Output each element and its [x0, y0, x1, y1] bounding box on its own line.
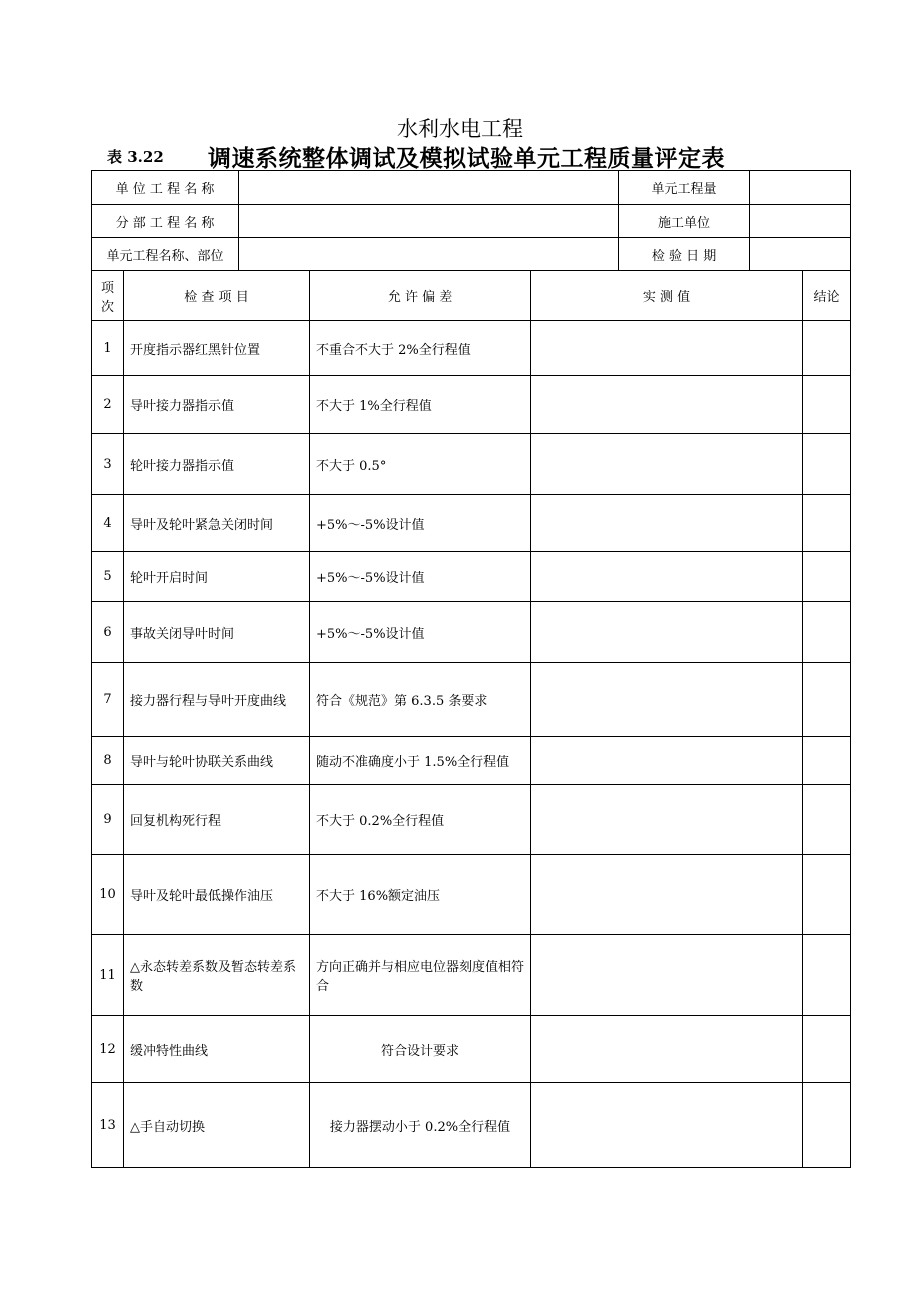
- conclusion-field[interactable]: [803, 1083, 851, 1168]
- unit-work-quantity-field[interactable]: [750, 171, 851, 205]
- table-row: [92, 737, 851, 785]
- inspection-item: 导叶及轮叶紧急关闭时间: [124, 495, 310, 552]
- row-number: 4: [92, 495, 124, 552]
- sub-project-name-field[interactable]: [239, 205, 619, 238]
- element-name-location-label: 单元工程名称、部位: [92, 238, 239, 271]
- row-number: 8: [92, 737, 124, 785]
- unit-work-quantity-label: 单元工程量: [619, 171, 750, 205]
- measured-value-field[interactable]: [531, 602, 803, 663]
- row-number: 1: [92, 321, 124, 376]
- allowed-tolerance: 接力器摆动小于 0.2%全行程值: [310, 1083, 531, 1168]
- row-number: 3: [92, 434, 124, 495]
- measured-value-field[interactable]: [531, 434, 803, 495]
- table-row: [92, 1016, 851, 1083]
- construction-unit-field[interactable]: [750, 205, 851, 238]
- inspection-item: 轮叶接力器指示值: [124, 434, 310, 495]
- table-row: [92, 495, 851, 552]
- allowed-tolerance: +5%～-5%设计值: [310, 495, 531, 552]
- column-header-conclusion: 结论: [803, 271, 851, 321]
- conclusion-field[interactable]: [803, 855, 851, 935]
- unit-project-name-label: 单 位 工 程 名 称: [92, 171, 239, 205]
- inspection-item: 导叶接力器指示值: [124, 376, 310, 434]
- conclusion-field[interactable]: [803, 663, 851, 737]
- allowed-tolerance: 不重合不大于 2%全行程值: [310, 321, 531, 376]
- table-row: [92, 376, 851, 434]
- table-row: [92, 602, 851, 663]
- table-row: [92, 785, 851, 855]
- table-number: 表 3.22: [107, 148, 164, 166]
- conclusion-field[interactable]: [803, 1016, 851, 1083]
- measured-value-field[interactable]: [531, 495, 803, 552]
- column-header-item: 检 查 项 目: [124, 271, 310, 321]
- allowed-tolerance: +5%～-5%设计值: [310, 602, 531, 663]
- info-row-2: [92, 205, 851, 238]
- conclusion-field[interactable]: [803, 495, 851, 552]
- conclusion-field[interactable]: [803, 785, 851, 855]
- inspection-item: △手自动切换: [124, 1083, 310, 1168]
- inspection-item: 导叶及轮叶最低操作油压: [124, 855, 310, 935]
- allowed-tolerance: 不大于 16%额定油压: [310, 855, 531, 935]
- row-number: 7: [92, 663, 124, 737]
- allowed-tolerance: 随动不准确度小于 1.5%全行程值: [310, 737, 531, 785]
- column-header-row: [92, 271, 851, 321]
- allowed-tolerance: 方向正确并与相应电位器刻度值相符合: [310, 935, 531, 1016]
- inspection-item: △永态转差系数及暂态转差系数: [124, 935, 310, 1016]
- table-row: [92, 434, 851, 495]
- sub-project-name-label: 分 部 工 程 名 称: [92, 205, 239, 238]
- measured-value-field[interactable]: [531, 1083, 803, 1168]
- document-supertitle: 水利水电工程: [397, 117, 523, 141]
- measured-value-field[interactable]: [531, 552, 803, 602]
- column-header-tolerance: 允 许 偏 差: [310, 271, 531, 321]
- element-name-location-field[interactable]: [239, 238, 619, 271]
- measured-value-field[interactable]: [531, 935, 803, 1016]
- inspection-item: 回复机构死行程: [124, 785, 310, 855]
- table-row: [92, 935, 851, 1016]
- inspection-items: [92, 321, 851, 1168]
- measured-value-field[interactable]: [531, 1016, 803, 1083]
- info-row-3: [92, 238, 851, 271]
- quality-evaluation-table: [91, 170, 851, 1168]
- conclusion-field[interactable]: [803, 737, 851, 785]
- allowed-tolerance: 不大于 1%全行程值: [310, 376, 531, 434]
- construction-unit-label: 施工单位: [619, 205, 750, 238]
- inspection-item: 导叶与轮叶协联关系曲线: [124, 737, 310, 785]
- row-number: 10: [92, 855, 124, 935]
- inspection-item: 缓冲特性曲线: [124, 1016, 310, 1083]
- conclusion-field[interactable]: [803, 376, 851, 434]
- measured-value-field[interactable]: [531, 855, 803, 935]
- column-header-index: 项次: [92, 271, 124, 321]
- conclusion-field[interactable]: [803, 602, 851, 663]
- table-row: [92, 855, 851, 935]
- conclusion-field[interactable]: [803, 321, 851, 376]
- table-row: [92, 663, 851, 737]
- row-number: 13: [92, 1083, 124, 1168]
- inspection-item: 轮叶开启时间: [124, 552, 310, 602]
- allowed-tolerance: 不大于 0.2%全行程值: [310, 785, 531, 855]
- row-number: 11: [92, 935, 124, 1016]
- page-title: 调速系统整体调试及模拟试验单元工程质量评定表: [208, 146, 725, 172]
- allowed-tolerance: 不大于 0.5°: [310, 434, 531, 495]
- measured-value-field[interactable]: [531, 321, 803, 376]
- measured-value-field[interactable]: [531, 663, 803, 737]
- table-row: [92, 1083, 851, 1168]
- allowed-tolerance: +5%～-5%设计值: [310, 552, 531, 602]
- measured-value-field[interactable]: [531, 376, 803, 434]
- row-number: 2: [92, 376, 124, 434]
- table-row: [92, 552, 851, 602]
- info-row-1: [92, 171, 851, 205]
- table-row: [92, 321, 851, 376]
- conclusion-field[interactable]: [803, 552, 851, 602]
- allowed-tolerance: 符合设计要求: [310, 1016, 531, 1083]
- inspection-item: 事故关闭导叶时间: [124, 602, 310, 663]
- inspection-item: 开度指示器红黑针位置: [124, 321, 310, 376]
- measured-value-field[interactable]: [531, 785, 803, 855]
- inspection-date-field[interactable]: [750, 238, 851, 271]
- row-number: 12: [92, 1016, 124, 1083]
- inspection-item: 接力器行程与导叶开度曲线: [124, 663, 310, 737]
- inspection-date-label: 检 验 日 期: [619, 238, 750, 271]
- measured-value-field[interactable]: [531, 737, 803, 785]
- row-number: 6: [92, 602, 124, 663]
- conclusion-field[interactable]: [803, 434, 851, 495]
- row-number: 5: [92, 552, 124, 602]
- row-number: 9: [92, 785, 124, 855]
- unit-project-name-field[interactable]: [239, 171, 619, 205]
- allowed-tolerance: 符合《规范》第 6.3.5 条要求: [310, 663, 531, 737]
- column-header-measured: 实 测 值: [531, 271, 803, 321]
- conclusion-field[interactable]: [803, 935, 851, 1016]
